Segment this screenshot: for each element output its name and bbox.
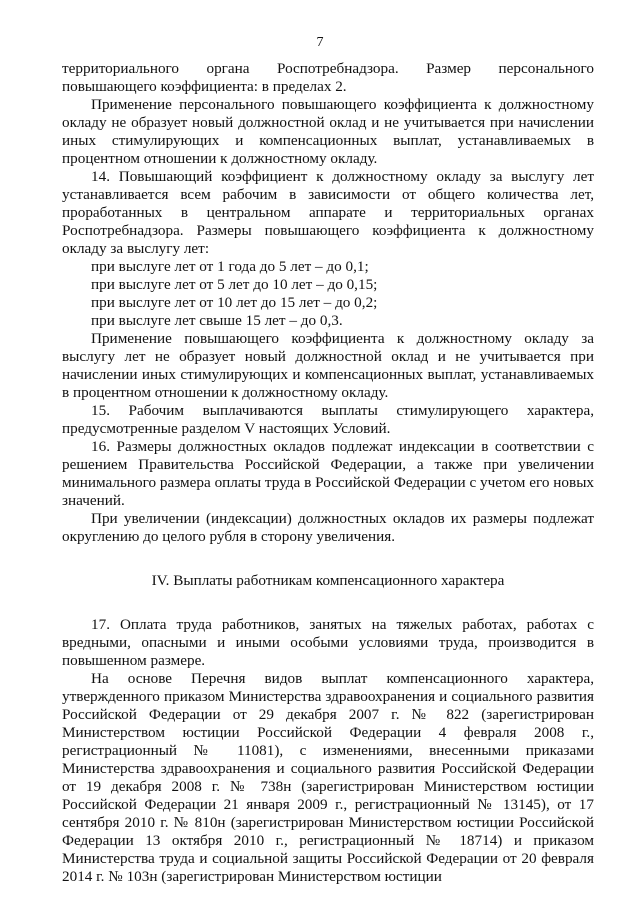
- list-item: при выслуге лет свыше 15 лет – до 0,3.: [91, 312, 343, 329]
- paragraph-continuation: территориального органа Роспотребнадзора. Размер персонального повышающего коэффициента: в пределах 2.: [62, 60, 594, 95]
- list-item: при выслуге лет от 10 лет до 15 лет – до 0,2;: [91, 294, 378, 311]
- section-heading: IV. Выплаты работникам компенсационного характера: [151, 572, 505, 589]
- list-item: при выслуге лет от 1 года до 5 лет – до 0,1;: [91, 258, 369, 275]
- seniority-list: [62, 258, 594, 330]
- page-number: 7: [316, 35, 324, 50]
- paragraph-item-14: 14. Повышающий коэффициент к должностному окладу за выслугу лет устанавливается всем рабочим в зависимости от общего количества лет, проработанных в центральном аппарате и территориальных органах Роспотребнадзора. Размеры повышающего коэффициента к должностному окладу за выслугу лет:: [62, 168, 594, 257]
- document-body: [62, 60, 594, 886]
- paragraph-item-15: 15. Рабочим выплачиваются выплаты стимулирующего характера, предусмотренные разделом V настоящих Условий.: [62, 402, 594, 437]
- paragraph: При увеличении (индексации) должностных окладов их размеры подлежат округлению до целого рубля в сторону увеличения.: [62, 510, 594, 545]
- paragraph-item-16: 16. Размеры должностных окладов подлежат индексации в соответствии с решением Правительства Российской Федерации, а также при увеличении минимального размера оплаты труда в Российской Федерации с учетом его новых значений.: [62, 438, 594, 509]
- paragraph: На основе Перечня видов выплат компенсационного характера, утвержденного приказом Министерства здравоохранения и социального развития Российской Федерации от 29 декабря 2007 г. № 822 (зарегистрирован Министерством юстиции Российской Федерации 4 февраля 2008 г., регистрационный № 11081), с изменениями, внесенными приказами Министерства здравоохранения и социального развития Российской Федерации от 19 декабря 2008 г. № 738н (зарегистрирован Министерством юстиции Российской Федерации 21 января 2009 г., регистрационный № 13145), от 17 сентября 2010 г. № 810н (зарегистрирован Министерством юстиции Российской Федерации 13 октября 2010 г., регистрационный № 18714) и приказом Министерства труда и социальной защиты Российской Федерации от 20 февраля 2014 г. № 103н (зарегистрирован Министерством юстиции: [62, 670, 594, 885]
- paragraph: Применение персонального повышающего коэффициента к должностному окладу не образует новый должностной оклад и не учитывается при начислении иных стимулирующих и компенсационных выплат, устанавливаемых в процентном отношении к должностному окладу.: [62, 96, 594, 167]
- paragraph: Применение повышающего коэффициента к должностному окладу за выслугу лет не образует новый должностной оклад и не учитывается при начислении иных стимулирующих и компенсационных выплат, устанавливаемых в процентном отношении к должностному окладу.: [62, 330, 594, 401]
- list-item: при выслуге лет от 5 лет до 10 лет – до 0,15;: [91, 276, 378, 293]
- paragraph-item-17: 17. Оплата труда работников, занятых на тяжелых работах, работах с вредными, опасными и иными особыми условиями труда, производится в повышенном размере.: [62, 616, 594, 669]
